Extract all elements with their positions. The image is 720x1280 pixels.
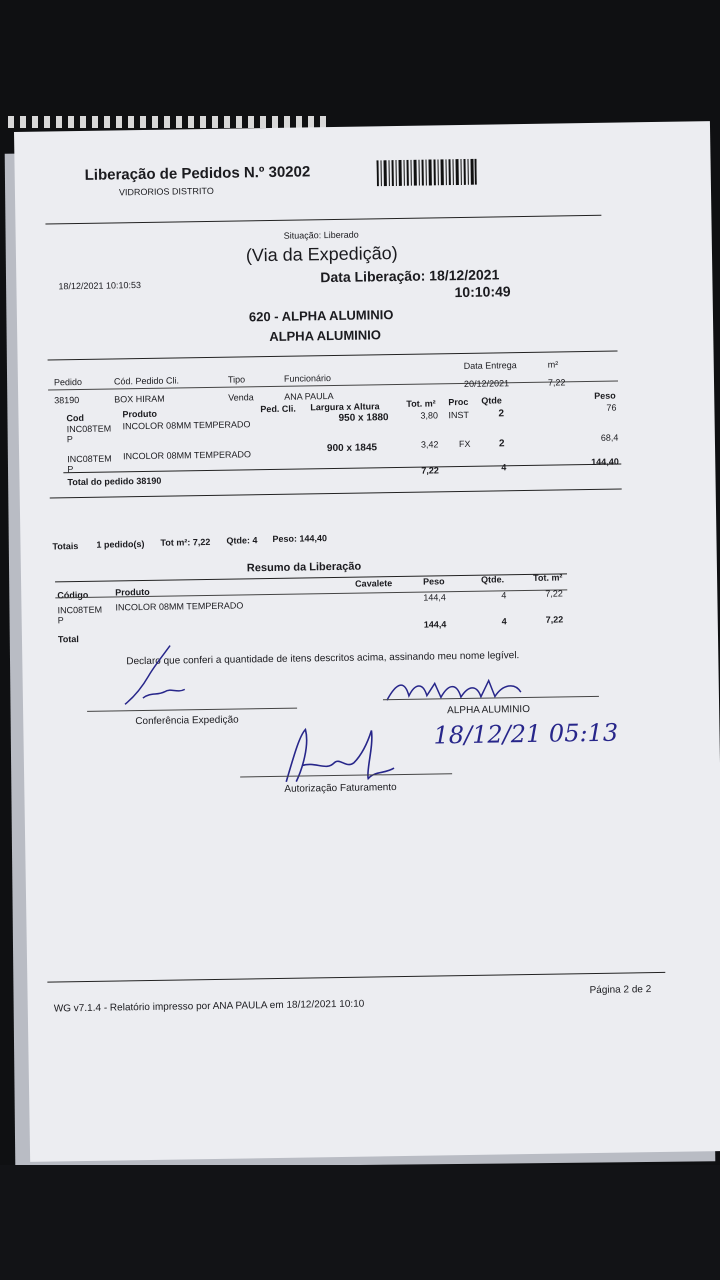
item-1-tot-m2: 3,80 [420,410,439,421]
col-pedido: Pedido [53,376,83,388]
items-col-ped-cli: Ped. Cli. [260,403,296,415]
footer-rule [47,972,665,983]
via-label: (Via da Expedição) [245,242,398,266]
order-delivery-date: 20/12/2021 [463,378,510,389]
item-2-cod: INC08TEM [67,453,112,465]
item-2-proc: FX [458,438,471,450]
order-number: 38190 [54,395,80,406]
summary-col-cavalete: Cavalete [355,578,393,589]
item-1-qtde: 2 [498,408,505,420]
totals-pedidos: 1 pedido(s) [96,539,145,550]
summary-col-tot-m2: Tot. m² [532,572,563,583]
summary-total-tot: 7,22 [545,614,564,625]
summary-row-qtde: 4 [501,590,507,601]
order-total-peso: 144,40 [591,456,619,467]
item-1-cod-suffix: P [66,434,73,445]
items-col-tot-m2: Tot. m² [406,398,436,409]
items-col-cod: Cod [66,412,85,424]
summary-total-qtde: 4 [501,616,507,627]
conferencia-label: Conferência Expedição [135,714,239,728]
order-client-code: BOX HIRAM [114,393,165,405]
summary-row-peso: 144,4 [423,592,446,603]
order-bottom-rule [50,488,622,498]
items-col-peso: Peso [594,390,616,401]
footer-left: WG v7.1.4 - Relatório impresso por ANA PAULA em 18/12/2021 10:10 [53,998,365,1015]
item-1-peso: 76 [606,402,617,413]
signature-client [383,674,543,707]
items-col-qtde: Qtde [481,395,502,406]
item-1-produto: INCOLOR 08MM TEMPERADO [122,419,251,432]
order-total-label: Total do pedido 38190 [67,475,162,488]
totals-label: Totais [52,541,79,552]
item-2-produto: INCOLOR 08MM TEMPERADO [123,449,252,462]
item-1-proc: INST [448,409,470,421]
declaration-text: Declaro que conferi a quantidade de itens descritos acima, assinando meu nome legível. [126,650,520,668]
totals-peso: Peso: 144,40 [272,533,328,544]
summary-row-produto: INCOLOR 08MM TEMPERADO [115,600,244,613]
footer-page: Página 2 de 2 [589,984,652,997]
summary-total-label: Total [57,634,79,645]
totals-m2: Tot m²: 7,22 [160,536,211,548]
background-shadow [0,1165,720,1280]
summary-total-peso: 144,4 [423,619,447,630]
summary-row-codigo: INC08TEM [57,604,103,616]
company-name: VIDRORIOS DISTRITO [118,185,214,198]
order-total-m2: 7,22 [421,465,439,476]
summary-row-codigo-suffix: P [57,615,64,626]
totals-qtde: Qtde: 4 [226,535,258,546]
col-cod-pedido-cli: Cód. Pedido Cli. [113,375,180,387]
client-signature-label: ALPHA ALUMINIO [447,703,531,717]
items-col-produto: Produto [122,408,158,420]
order-m2: 7,22 [547,377,566,388]
summary-row-tot: 7,22 [545,588,563,599]
summary-title: Resumo da Liberação [246,560,362,575]
order-type: Venda [228,392,254,403]
items-col-dims: Largura x Altura [310,401,380,413]
print-datetime: 18/12/2021 10:10:53 [58,280,142,292]
item-1-dims: 950 x 1880 [338,412,389,424]
item-2-tot-m2: 3,42 [420,439,439,450]
document-title: Liberação de Pedidos N.º 30202 [84,163,311,184]
client-name: ALPHA ALUMINIO [269,327,382,345]
col-tipo: Tipo [227,374,246,385]
status-label: Situação: Liberado [283,229,359,241]
item-2-dims: 900 x 1845 [326,442,378,455]
col-m2: m² [547,359,559,370]
item-2-qtde: 2 [498,438,505,450]
col-data-entrega: Data Entrega [463,360,517,371]
item-2-peso: 68,4 [600,432,619,443]
order-top-rule [48,351,618,361]
col-funcionario: Funcionário [283,373,332,384]
item-2-cod-suffix: P [67,464,74,475]
order-total-qtde: 4 [501,462,507,473]
items-col-proc: Proc [448,396,469,408]
document-page [14,121,720,1162]
release-time: 10:10:49 [454,283,511,301]
header-divider [45,215,601,225]
barcode-icon [376,159,476,187]
summary-col-qtde: Qtde. [481,574,505,585]
autorizacao-label: Autorização Faturamento [284,782,397,795]
items-total-rule [63,464,621,474]
handwritten-date: 18/12/21 05:13 [433,718,619,750]
release-date: Data Liberação: 18/12/2021 [320,266,500,286]
summary-col-peso: Peso [423,576,445,587]
summary-col-codigo: Código [57,589,89,601]
order-employee: ANA PAULA [284,391,334,402]
summary-col-produto: Produto [115,586,150,598]
item-1-cod: INC08TEM [66,423,112,435]
signature-conferencia [114,635,195,716]
client-code-name: 620 - ALPHA ALUMINIO [248,307,394,325]
